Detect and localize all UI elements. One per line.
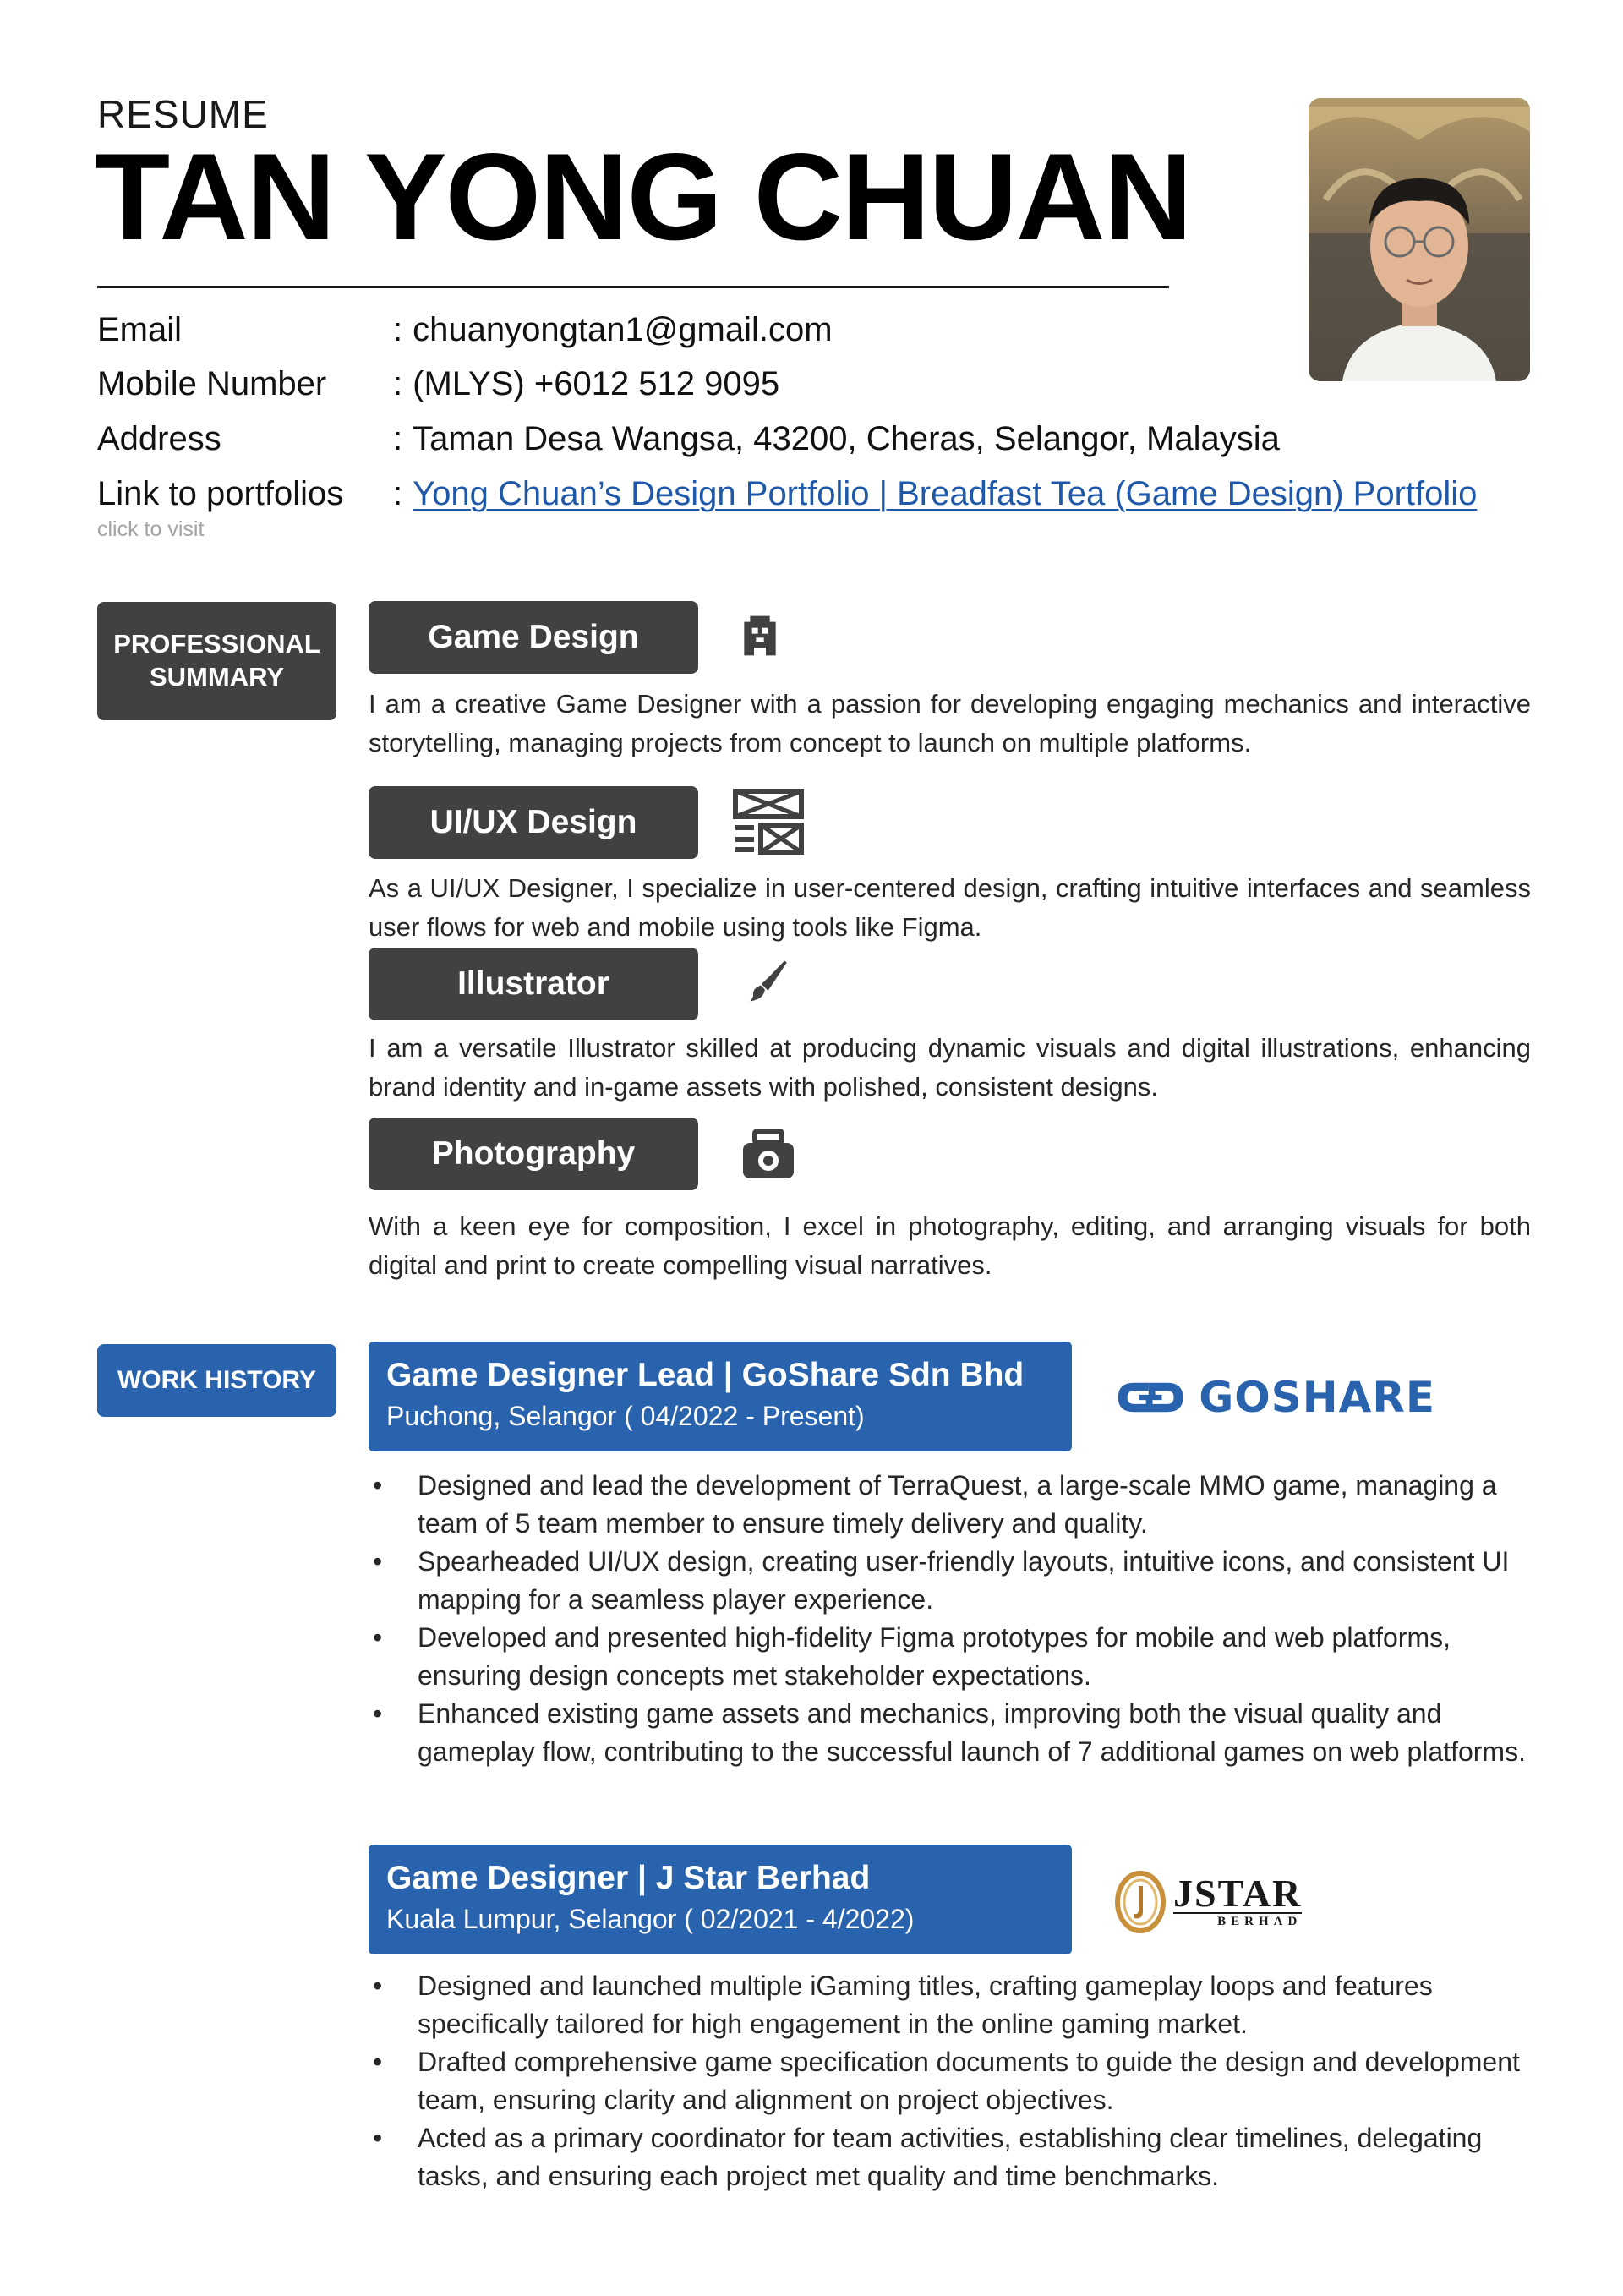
camera-icon (741, 1129, 795, 1180)
goshare-mark-icon (1114, 1372, 1187, 1423)
portfolio-row (393, 475, 1477, 513)
bullet-text: Developed and presented high-fidelity Figma prototypes for mobile and web platforms, ensuring design concepts met stakeholder expectations. (418, 1622, 1451, 1691)
bullet-dot: • (373, 1546, 383, 1577)
profile-photo (1309, 98, 1530, 381)
list-item (369, 1467, 1531, 1543)
paintbrush-icon (742, 958, 790, 1005)
skill-illustrator-pill: Illustrator (369, 948, 698, 1020)
bullet-text: Spearheaded UI/UX design, creating user-friendly layouts, intuitive icons, and consistent UI mapping for a seamless player experience. (418, 1546, 1510, 1615)
goshare-logo-text: GOSHARE (1199, 1373, 1435, 1422)
list-item (369, 1543, 1531, 1619)
job-goshare-bullets (369, 1467, 1531, 1771)
address-row (393, 420, 1280, 458)
mobile-row (393, 365, 779, 403)
work-history-tag: WORK HISTORY (97, 1344, 336, 1417)
bullet-dot: • (373, 1971, 383, 2001)
bullet-text: Designed and lead the development of TerraQuest, a large-scale MMO game, managing a team of 5 team member to ensure timely delivery and quality. (418, 1470, 1497, 1539)
address-label: Address (97, 420, 221, 457)
resume-label: RESUME (97, 92, 269, 136)
bullet-text: Designed and launched multiple iGaming titles, crafting gameplay loops and features specifically tailored for high engagement in the online gaming market. (418, 1971, 1433, 2039)
bullet-dot: • (373, 1470, 383, 1501)
separator: : (393, 365, 403, 402)
jstar-logo-sub: BERHAD (1173, 1912, 1302, 1929)
profile-photo-illustration (1309, 98, 1530, 381)
bullet-text: Enhanced existing game assets and mechanics, improving both the visual quality and gameplay flow, contributing to the successful launch of 7 additional games on web platforms. (418, 1698, 1526, 1767)
list-item (369, 1619, 1531, 1695)
job-jstar-header (369, 1845, 1072, 1954)
bullet-dot: • (373, 2047, 383, 2077)
separator: : (393, 475, 403, 512)
skill-photography-pill: Photography (369, 1118, 698, 1190)
click-hint: click to visit (97, 517, 205, 541)
design-portfolio-link[interactable]: Yong Chuan’s Design Portfolio (413, 475, 870, 512)
address-value: Taman Desa Wangsa, 43200, Cheras, Selangor, Malaysia (413, 420, 1280, 457)
professional-summary-tag-line2: SUMMARY (149, 662, 284, 692)
skill-illustrator-description: I am a versatile Illustrator skilled at producing dynamic visuals and digital illustrations, enhancing brand identity and in-game assets with polished, consistent designs. (369, 1033, 1531, 1102)
bullet-text: Acted as a primary coordinator for team activities, establishing clear timelines, delegating tasks, and ensuring each project met quality and time benchmarks. (418, 2123, 1483, 2191)
job-goshare-subtitle: Puchong, Selangor ( 04/2022 - Present) (386, 1401, 865, 1431)
bullet-dot: • (373, 1698, 383, 1729)
jstar-emblem-icon (1114, 1869, 1167, 1935)
job-goshare-title: Game Designer Lead | GoShare Sdn Bhd (386, 1357, 1025, 1393)
game-character-icon (736, 612, 784, 659)
separator: : (393, 311, 403, 348)
bullet-dot: • (373, 2123, 383, 2153)
skill-uiux-design-description: As a UI/UX Designer, I specialize in user-centered design, crafting intuitive interfaces and seamless user flows for web and mobile using tools like Figma. (369, 873, 1531, 942)
list-item (369, 1695, 1531, 1771)
candidate-name: TAN YONG CHUAN (95, 128, 1191, 265)
wireframe-icon (732, 788, 805, 856)
jstar-logo (1114, 1863, 1368, 1941)
jstar-logo-text (1173, 1872, 1303, 1929)
game-design-portfolio-link[interactable]: Breadfast Tea (Game Design) Portfolio (897, 475, 1478, 512)
skill-uiux-design-pill: UI/UX Design (369, 786, 698, 859)
email-label: Email (97, 311, 183, 348)
skill-photography-description: With a keen eye for composition, I excel in photography, editing, and arranging visuals for both digital and print to create compelling visual narratives. (369, 1211, 1531, 1280)
bullet-dot: • (373, 1622, 383, 1653)
job-jstar-bullets (369, 1967, 1531, 2195)
skill-game-design-description: I am a creative Game Designer with a passion for developing engaging mechanics and interactive storytelling, managing projects from concept to launch on multiple platforms. (369, 689, 1531, 757)
header-divider (97, 286, 1169, 288)
goshare-logo (1114, 1368, 1435, 1427)
mobile-value: (MLYS) +6012 512 9095 (413, 365, 780, 402)
skill-game-design-pill: Game Design (369, 601, 698, 674)
email-value[interactable]: chuanyongtan1@gmail.com (413, 311, 833, 348)
professional-summary-tag (97, 602, 336, 720)
list-item (369, 2119, 1531, 2195)
separator: : (393, 420, 403, 457)
list-item (369, 2043, 1531, 2119)
email-row (393, 311, 833, 349)
jstar-logo-main: JSTAR (1173, 1872, 1303, 1915)
list-item (369, 1967, 1531, 2043)
job-jstar-subtitle: Kuala Lumpur, Selangor ( 02/2021 - 4/2022) (386, 1904, 915, 1934)
job-jstar-title: Game Designer | J Star Berhad (386, 1860, 871, 1896)
bullet-text: Drafted comprehensive game specification documents to guide the design and development team, ensuring clarity and alignment on project objectives. (418, 2047, 1520, 2115)
portfolio-divider: | (869, 475, 898, 512)
portfolio-label: Link to portfolios (97, 475, 344, 512)
professional-summary-tag-line1: PROFESSIONAL (113, 629, 320, 659)
mobile-label: Mobile Number (97, 365, 327, 402)
job-goshare-header (369, 1342, 1072, 1451)
